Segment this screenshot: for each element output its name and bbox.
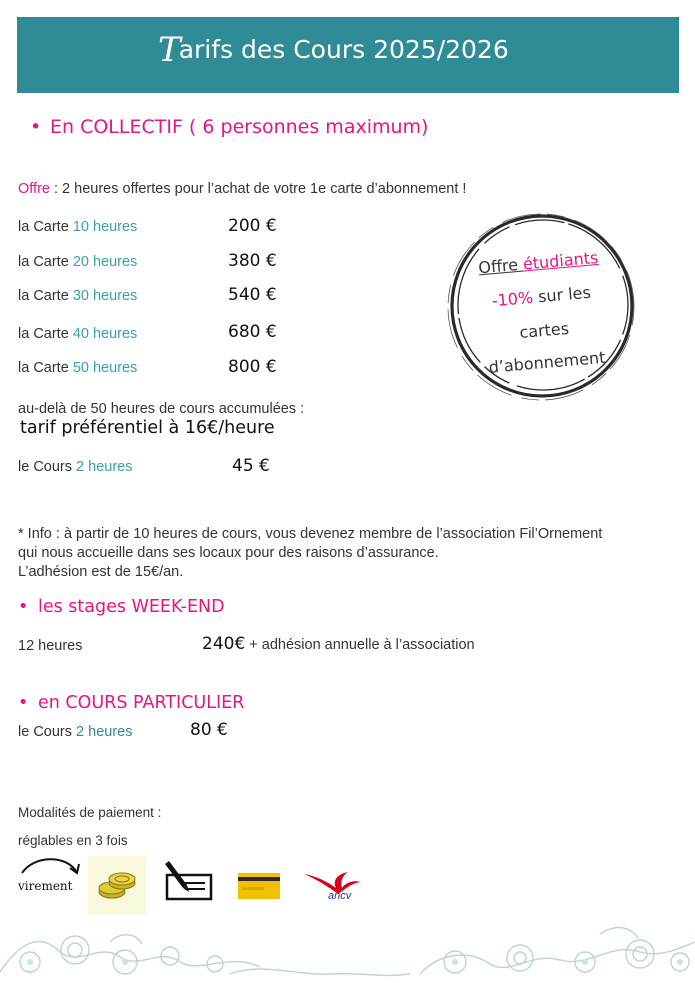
card-price-20: 380 € <box>228 251 277 271</box>
stamp-discount: -10% <box>491 287 534 311</box>
weekend-hours: 12 heures <box>18 638 83 654</box>
single-hours: 2 heures <box>76 459 133 475</box>
stamp-line-4: d’abonnement <box>487 347 607 377</box>
single-price: 45 € <box>232 456 270 476</box>
info-line-2: qui nous accueille dans ses locaux pour des raisons d’assurance. <box>18 545 439 561</box>
card-hours: 30 heures <box>72 288 138 304</box>
card-prefix: la Carte <box>18 288 73 304</box>
bullet: • <box>30 116 42 138</box>
credit-card-icon <box>238 873 280 899</box>
beyond-text: au-delà de 50 heures de cours accumulées : <box>18 401 305 417</box>
card-row-30 <box>18 288 137 304</box>
weekend-price-row <box>202 634 475 654</box>
offer-label: Offre <box>18 181 50 197</box>
card-row-50 <box>18 360 137 376</box>
stamp-etudiants: étudiants <box>522 247 599 274</box>
virement-icon <box>16 853 86 903</box>
payment-title: Modalités de paiement : <box>18 805 162 820</box>
particulier-price: 80 € <box>190 720 228 740</box>
card-price-40: 680 € <box>228 322 277 342</box>
single-prefix: le Cours <box>18 459 77 475</box>
card-hours: 40 heures <box>72 326 138 342</box>
stamp-line-2 <box>441 278 642 314</box>
coins-icon <box>88 856 146 914</box>
section-particulier-label: en COURS PARTICULIER <box>38 693 245 713</box>
card-prefix: la Carte <box>18 360 73 376</box>
stamp-text <box>434 197 651 414</box>
section-collectif-title <box>30 116 428 138</box>
particulier-row <box>18 724 132 740</box>
particulier-prefix: le Cours <box>18 724 77 740</box>
section-weekend-title <box>18 597 225 617</box>
card-prefix: la Carte <box>18 254 73 270</box>
page-title-rest: arifs des Cours 2025/2026 <box>178 35 509 64</box>
offer-text: : 2 heures offertes pour l’achat de votre 1e carte d’abonnement ! <box>49 181 467 197</box>
offer-line <box>18 181 466 197</box>
payment-subtitle: réglables en 3 fois <box>18 833 128 848</box>
card-row-10 <box>18 219 137 235</box>
section-collectif-label: En COLLECTIF ( 6 personnes maximum) <box>50 116 429 138</box>
bullet: • <box>18 597 29 617</box>
card-price-50: 800 € <box>228 357 277 377</box>
card-prefix: la Carte <box>18 219 73 235</box>
student-offer-stamp <box>442 205 642 405</box>
card-price-30: 540 € <box>228 285 277 305</box>
ancv-label: ancv <box>328 890 352 902</box>
card-price-10: 200 € <box>228 216 277 236</box>
particulier-hours: 2 heures <box>76 724 133 740</box>
section-particulier-title <box>18 693 244 713</box>
weekend-note: + adhésion annuelle à l’association <box>245 637 475 653</box>
card-hours: 50 heures <box>72 360 138 376</box>
virement-label: virement <box>18 879 73 893</box>
card-row-20 <box>18 254 137 270</box>
stamp-line-1 <box>438 244 639 280</box>
stamp-line-3: cartes <box>518 318 570 343</box>
section-weekend-label: les stages WEEK-END <box>38 597 225 617</box>
info-line-1: * Info : à partir de 10 heures de cours, vous devenez membre de l’association Fil’Ornement <box>18 526 603 542</box>
stamp-sur-les: sur les <box>532 282 592 307</box>
page-title-initial: T <box>158 30 179 70</box>
card-hours: 10 heures <box>72 219 138 235</box>
card-hours: 20 heures <box>72 254 138 270</box>
stamp-offre: Offre <box>477 254 524 278</box>
lace-decoration-icon <box>0 912 695 983</box>
bullet: • <box>18 693 29 713</box>
ancv-logo <box>302 866 362 906</box>
weekend-price: 240€ <box>202 634 246 654</box>
page-title <box>158 30 509 70</box>
beyond-rate: tarif préférentiel à 16€/heure <box>20 418 275 438</box>
single-course-row <box>18 459 132 475</box>
info-line-3: L’adhésion est de 15€/an. <box>18 564 184 580</box>
card-row-40 <box>18 326 137 342</box>
cheque-icon <box>163 857 215 903</box>
card-prefix: la Carte <box>18 326 73 342</box>
